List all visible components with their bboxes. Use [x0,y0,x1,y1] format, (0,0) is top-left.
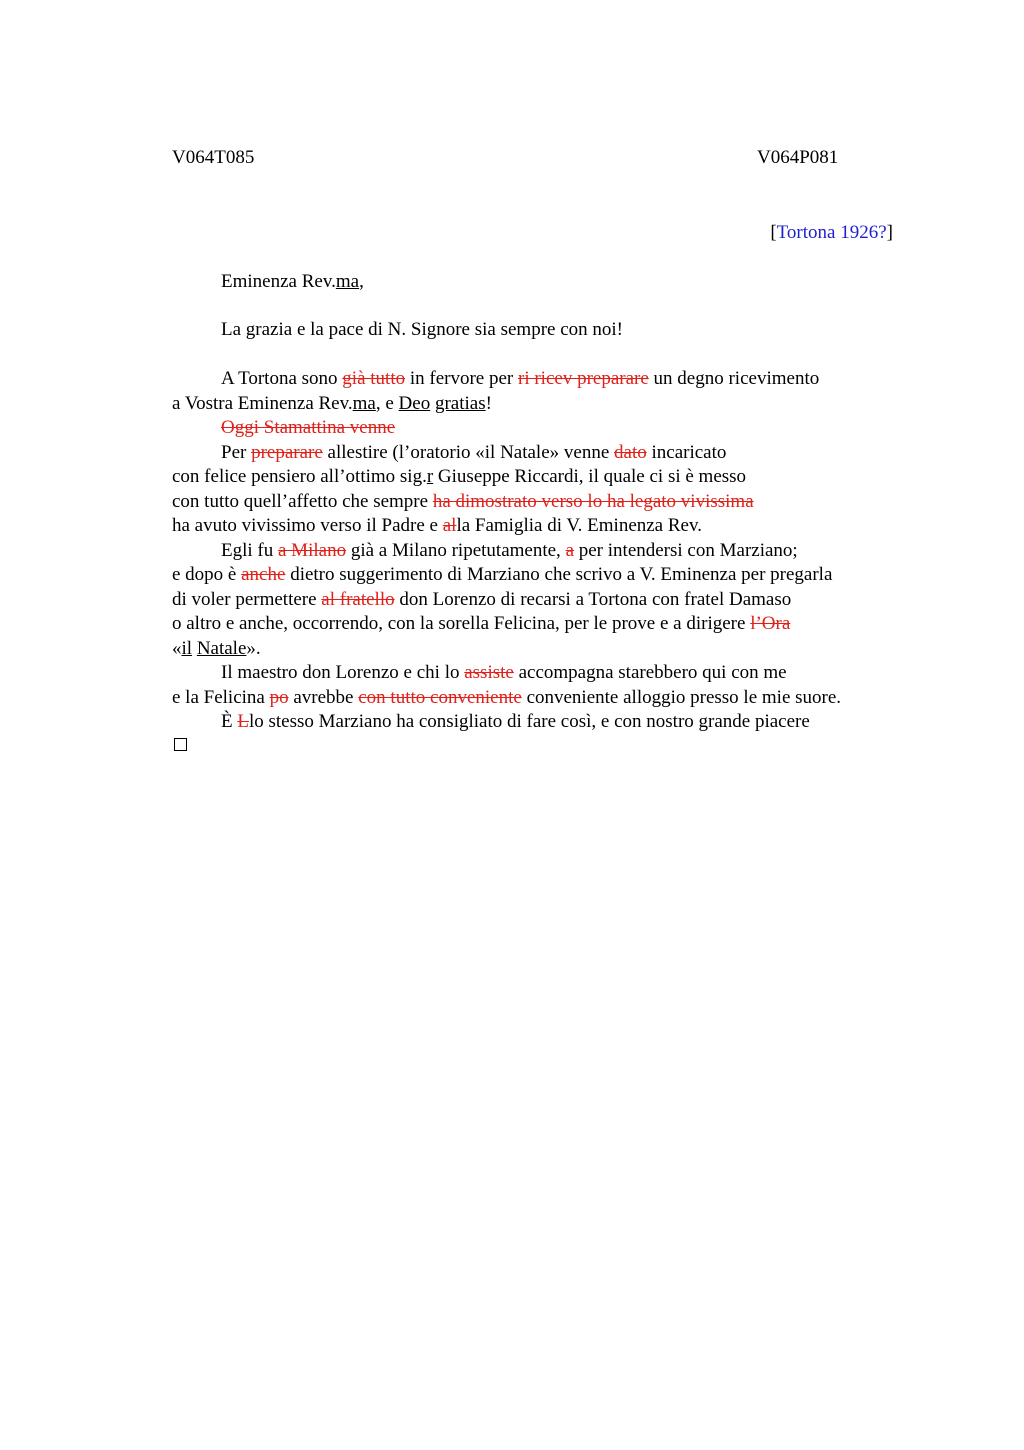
paragraph-1-line-2: a Vostra Eminenza Rev.ma, e Deo gratias! [172,393,492,414]
paragraph-3-line-2: e dopo è anche dietro suggerimento di Marziano che scrivo a V. Eminenza per pregarla [172,564,833,585]
deleted-text: già tutto [342,368,406,389]
salutation: Eminenza Rev.ma, [221,271,364,292]
deleted-text: anche [241,564,286,585]
paragraph-4-line-2: e la Felicina po avrebbe con tutto conveniente conveniente alloggio presso le mie suore. [172,687,842,708]
paragraph-3-line-4: o altro e anche, occorrendo, con la sorella Felicina, per le prove e a dirigere l’Ora [172,613,791,634]
paragraph-4-line-1: Il maestro don Lorenzo e chi lo assiste accompagna starebbero qui con me [221,662,787,683]
deleted-text: ha dimostrato verso lo ha legato vivissima [432,491,754,512]
end-marker-box-icon [174,738,187,751]
deleted-text: preparare [251,442,323,463]
place-date: Tortona 1926? [776,222,887,243]
deleted-text: Oggi Stamattina venne [221,417,396,438]
dateline: [Tortona 1926?] [770,222,893,243]
deleted-text: dato [614,442,647,463]
deleted-text: al [442,515,457,536]
deleted-text: al fratello [321,589,395,610]
paragraph-3-line-5: «il Natale». [172,638,261,659]
paragraph-3-line-3: di voler permettere al fratello don Lorenzo di recarsi a Tortona con fratel Damaso [172,589,792,610]
document-code-right: V064P081 [757,147,839,168]
paragraph-1-line-1: A Tortona sono già tutto in fervore per ri ricev preparare un degno ricevimento [221,368,820,389]
paragraph-5-line-1: È Llo stesso Marziano ha consigliato di fare così, e con nostro grande piacere [221,711,810,732]
paragraph-3-line-1: Egli fu a Milano già a Milano ripetutamente, a per intendersi con Marziano; [221,540,798,561]
deleted-text: a [565,540,574,561]
deleted-text: po [269,687,289,708]
deleted-text: ri ricev preparare [518,368,649,389]
deleted-text: assiste [464,662,514,683]
deleted-text: a Milano [278,540,347,561]
paragraph-2-line-4: ha avuto vivissimo verso il Padre e alla Famiglia di V. Eminenza Rev. [172,515,702,536]
deleted-text: L [237,711,249,732]
greeting: La grazia e la pace di N. Signore sia sempre con noi! [221,319,624,340]
paragraph-2-line-1: Per preparare allestire (l’oratorio «il Natale» venne dato incaricato [221,442,727,463]
deleted-text: l’Ora [750,613,791,634]
paragraph-2-line-3: con tutto quell’affetto che sempre ha dimostrato verso lo ha legato vivissima [172,491,754,512]
paragraph-1-line-3 [221,416,395,440]
document-code-left: V064T085 [172,147,255,168]
paragraph-2-line-2: con felice pensiero all’ottimo sig.r Giuseppe Riccardi, il quale ci si è messo [172,466,747,487]
deleted-text: con tutto conveniente [358,687,522,708]
